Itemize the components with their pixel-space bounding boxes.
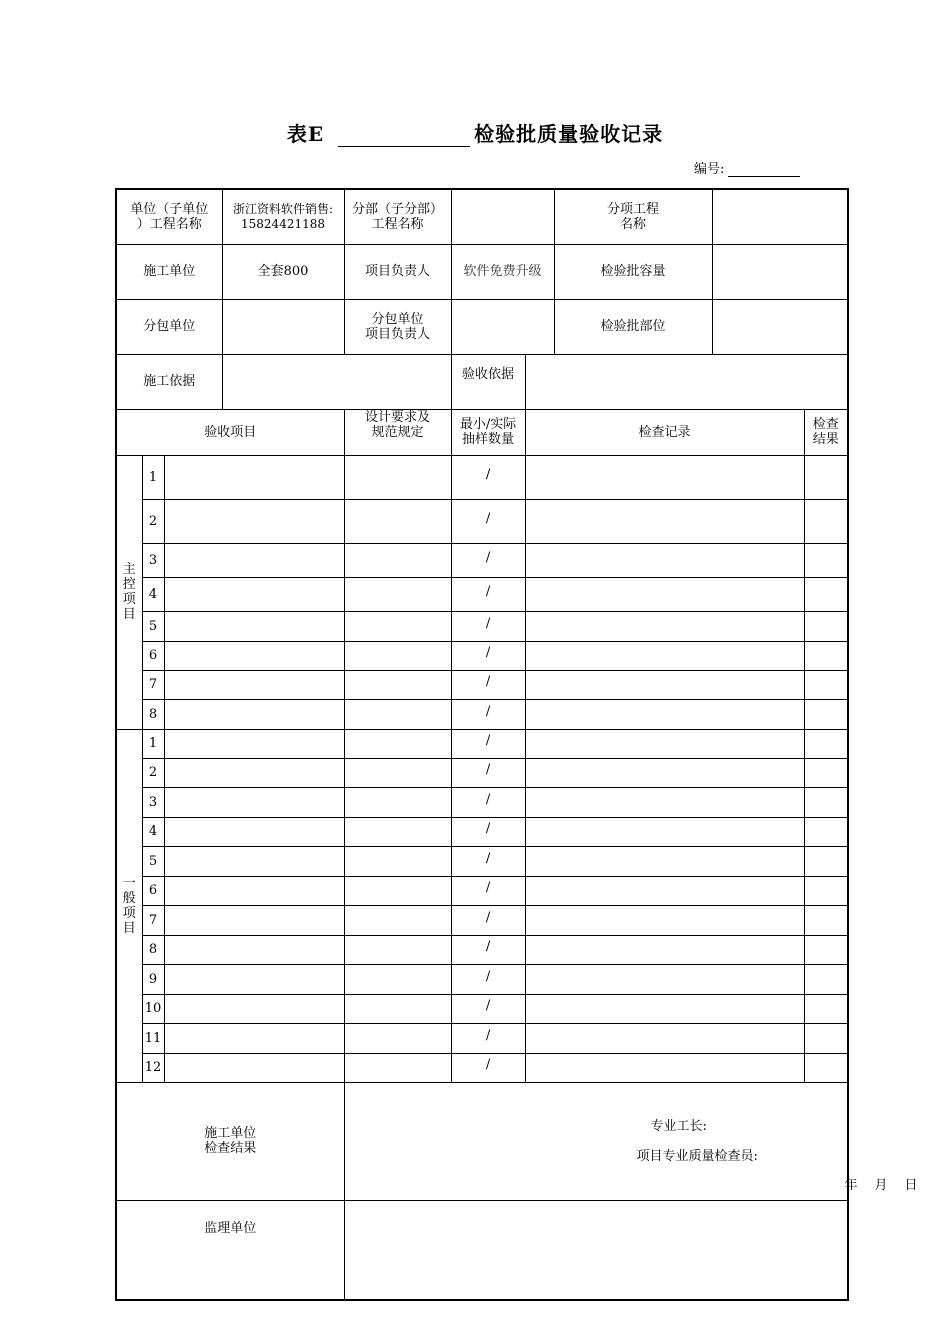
table-row <box>116 641 848 670</box>
design-cell[interactable] <box>344 641 451 670</box>
sample-cell[interactable]: / <box>451 1023 525 1053</box>
inspection-form <box>115 188 918 1301</box>
design-cell[interactable] <box>344 1023 451 1053</box>
capacity-label: 检验批容量 <box>554 244 712 299</box>
table-row <box>116 455 848 499</box>
pm-label: 项目负责人 <box>344 244 451 299</box>
constructor-value[interactable]: 全套800 <box>222 244 344 299</box>
row-number: 5 <box>142 846 164 876</box>
record-cell[interactable] <box>525 905 804 935</box>
result-cell[interactable] <box>804 455 848 499</box>
sample-cell[interactable]: / <box>451 641 525 670</box>
sub-pm-value[interactable] <box>451 299 554 354</box>
design-cell[interactable] <box>344 905 451 935</box>
item-cell[interactable] <box>164 577 344 611</box>
day-label: 日 <box>904 1177 918 1193</box>
table-row <box>116 699 848 729</box>
table-row <box>116 846 848 876</box>
form-clip <box>115 188 918 1236</box>
item-cell[interactable] <box>164 641 344 670</box>
table-row <box>116 499 848 543</box>
design-cell[interactable] <box>344 935 451 964</box>
table-row <box>116 876 848 905</box>
result-cell[interactable] <box>804 876 848 905</box>
location-value[interactable] <box>712 299 848 354</box>
row-number: 9 <box>142 964 164 994</box>
record-cell[interactable] <box>525 935 804 964</box>
division-value[interactable] <box>451 189 554 244</box>
row-number: 8 <box>142 935 164 964</box>
constructor-check-label: 施工单位 检查结果 <box>116 1082 344 1200</box>
item-cell[interactable] <box>164 455 344 499</box>
record-cell[interactable] <box>525 1053 804 1082</box>
record-cell[interactable] <box>525 641 804 670</box>
code-input-line[interactable] <box>728 160 800 177</box>
row-number: 7 <box>142 905 164 935</box>
constructor-label: 施工单位 <box>116 244 222 299</box>
col-result: 检查 结果 <box>804 409 848 455</box>
design-cell[interactable] <box>344 577 451 611</box>
table-row <box>116 1053 848 1082</box>
month-label: 月 <box>874 1177 888 1193</box>
item-cell[interactable] <box>164 1023 344 1053</box>
sample-cell[interactable]: / <box>451 729 525 758</box>
record-cell[interactable] <box>525 758 804 787</box>
sample-cell[interactable]: / <box>451 499 525 543</box>
supervisor-area[interactable] <box>344 1200 848 1300</box>
basis-value[interactable] <box>222 354 451 409</box>
result-cell[interactable] <box>804 905 848 935</box>
sample-cell[interactable]: / <box>451 876 525 905</box>
table-row <box>116 729 848 758</box>
sample-cell[interactable]: / <box>451 455 525 499</box>
sample-cell[interactable]: / <box>451 670 525 699</box>
record-cell[interactable] <box>525 817 804 846</box>
result-cell[interactable] <box>804 499 848 543</box>
record-cell[interactable] <box>525 876 804 905</box>
item-cell[interactable] <box>164 876 344 905</box>
result-cell[interactable] <box>804 817 848 846</box>
supervisor-label: 监理单位 <box>116 1200 344 1300</box>
location-label: 检验批部位 <box>554 299 712 354</box>
result-cell[interactable] <box>804 729 848 758</box>
item-cell[interactable] <box>164 499 344 543</box>
sample-cell[interactable]: / <box>451 905 525 935</box>
design-cell[interactable] <box>344 455 451 499</box>
record-cell[interactable] <box>525 670 804 699</box>
row-number: 10 <box>142 994 164 1023</box>
item-cell[interactable] <box>164 758 344 787</box>
row-number: 5 <box>142 611 164 641</box>
unit-name-label: 单位（子单位 ）工程名称 <box>116 189 222 244</box>
record-cell[interactable] <box>525 787 804 817</box>
row-number: 6 <box>142 641 164 670</box>
record-cell[interactable] <box>525 499 804 543</box>
design-cell[interactable] <box>344 729 451 758</box>
title-prefix: 表E <box>286 122 325 146</box>
design-cell[interactable] <box>344 543 451 577</box>
design-cell[interactable] <box>344 817 451 846</box>
main-group-label: 主 控 项 目 <box>116 455 142 729</box>
row-number: 8 <box>142 699 164 729</box>
item-cell[interactable] <box>164 817 344 846</box>
subcontractor-label: 分包单位 <box>116 299 222 354</box>
item-cell[interactable] <box>164 935 344 964</box>
item-cell[interactable] <box>164 543 344 577</box>
sample-cell[interactable]: / <box>451 817 525 846</box>
design-cell[interactable] <box>344 499 451 543</box>
acceptance-basis-label: 验收依据 <box>451 354 525 409</box>
row-number: 6 <box>142 876 164 905</box>
design-cell[interactable] <box>344 670 451 699</box>
sub-pm-label: 分包单位 项目负责人 <box>344 299 451 354</box>
record-code <box>694 158 800 177</box>
result-cell[interactable] <box>804 543 848 577</box>
result-cell[interactable] <box>804 641 848 670</box>
acceptance-basis-value[interactable] <box>525 354 848 409</box>
result-cell[interactable] <box>804 577 848 611</box>
col-design: 设计要求及 规范规定 <box>344 409 451 455</box>
table-row <box>116 905 848 935</box>
item-name-value[interactable] <box>712 189 848 244</box>
row-number: 3 <box>142 543 164 577</box>
design-cell[interactable] <box>344 787 451 817</box>
design-cell[interactable] <box>344 1053 451 1082</box>
general-group-label: 一 般 项 目 <box>116 729 142 1082</box>
design-cell[interactable] <box>344 611 451 641</box>
table-row <box>116 670 848 699</box>
design-cell[interactable] <box>344 846 451 876</box>
sample-cell[interactable]: / <box>451 699 525 729</box>
row-number: 1 <box>142 729 164 758</box>
sample-cell[interactable]: / <box>451 964 525 994</box>
row-number: 3 <box>142 787 164 817</box>
record-cell[interactable] <box>525 1023 804 1053</box>
row-number: 2 <box>142 758 164 787</box>
col-item: 验收项目 <box>116 409 344 455</box>
basis-label: 施工依据 <box>116 354 222 409</box>
result-cell[interactable] <box>804 670 848 699</box>
table-row <box>116 817 848 846</box>
item-cell[interactable] <box>164 846 344 876</box>
item-cell[interactable] <box>164 699 344 729</box>
item-cell[interactable] <box>164 787 344 817</box>
col-record: 检查记录 <box>525 409 804 455</box>
code-label: 编号: <box>694 162 725 177</box>
item-name-label: 分项工程 名称 <box>554 189 712 244</box>
row-number: 1 <box>142 455 164 499</box>
design-cell[interactable] <box>344 699 451 729</box>
item-cell[interactable] <box>164 611 344 641</box>
design-cell[interactable] <box>344 876 451 905</box>
inspector-label: 项目专业质量检查员: <box>636 1148 758 1164</box>
result-cell[interactable] <box>804 935 848 964</box>
row-number: 2 <box>142 499 164 543</box>
pm-value[interactable]: 软件免费升级 <box>451 244 554 299</box>
capacity-value[interactable] <box>712 244 848 299</box>
result-cell[interactable] <box>804 1023 848 1053</box>
row-number: 12 <box>142 1053 164 1082</box>
subcontractor-value[interactable] <box>222 299 344 354</box>
design-cell[interactable] <box>344 758 451 787</box>
design-cell[interactable] <box>344 994 451 1023</box>
item-cell[interactable] <box>164 905 344 935</box>
page-title <box>0 118 950 147</box>
col-sample: 最小/实际 抽样数量 <box>451 409 525 455</box>
table-row <box>116 787 848 817</box>
item-cell[interactable] <box>164 729 344 758</box>
record-cell[interactable] <box>525 964 804 994</box>
result-cell[interactable] <box>804 964 848 994</box>
table-row <box>116 1023 848 1053</box>
result-cell[interactable] <box>804 1053 848 1082</box>
table-row <box>116 543 848 577</box>
item-cell[interactable] <box>164 1053 344 1082</box>
sample-cell[interactable]: / <box>451 758 525 787</box>
foreman-label: 专业工长: <box>650 1118 707 1134</box>
item-cell[interactable] <box>164 670 344 699</box>
table-row <box>116 758 848 787</box>
sample-cell[interactable]: / <box>451 787 525 817</box>
record-cell[interactable] <box>525 577 804 611</box>
record-cell[interactable] <box>525 611 804 641</box>
result-cell[interactable] <box>804 787 848 817</box>
year-label: 年 <box>844 1177 858 1193</box>
table-row <box>116 577 848 611</box>
unit-name-value[interactable]: 浙江资料软件销售: 15824421188 <box>222 189 344 244</box>
record-cell[interactable] <box>525 699 804 729</box>
item-cell[interactable] <box>164 964 344 994</box>
record-cell[interactable] <box>525 846 804 876</box>
table-row <box>116 964 848 994</box>
item-cell[interactable] <box>164 994 344 1023</box>
result-cell[interactable] <box>804 994 848 1023</box>
result-cell[interactable] <box>804 758 848 787</box>
sample-cell[interactable]: / <box>451 543 525 577</box>
record-cell[interactable] <box>525 729 804 758</box>
record-cell[interactable] <box>525 455 804 499</box>
result-cell[interactable] <box>804 611 848 641</box>
design-cell[interactable] <box>344 964 451 994</box>
record-cell[interactable] <box>525 543 804 577</box>
sample-cell[interactable]: / <box>451 611 525 641</box>
constructor-check-area[interactable] <box>344 1082 918 1200</box>
row-number: 4 <box>142 817 164 846</box>
table-row <box>116 935 848 964</box>
row-number: 7 <box>142 670 164 699</box>
sample-cell[interactable]: / <box>451 994 525 1023</box>
table-row <box>116 994 848 1023</box>
sample-cell[interactable]: / <box>451 1053 525 1082</box>
row-number: 4 <box>142 577 164 611</box>
table-row <box>116 611 848 641</box>
division-label: 分部（子分部） 工程名称 <box>344 189 451 244</box>
result-cell[interactable] <box>804 846 848 876</box>
title-suffix: 检验批质量验收记录 <box>474 122 664 146</box>
title-blank-line <box>338 124 470 147</box>
record-cell[interactable] <box>525 994 804 1023</box>
sample-cell[interactable]: / <box>451 577 525 611</box>
result-cell[interactable] <box>804 699 848 729</box>
row-number: 11 <box>142 1023 164 1053</box>
sample-cell[interactable]: / <box>451 935 525 964</box>
sample-cell[interactable]: / <box>451 846 525 876</box>
